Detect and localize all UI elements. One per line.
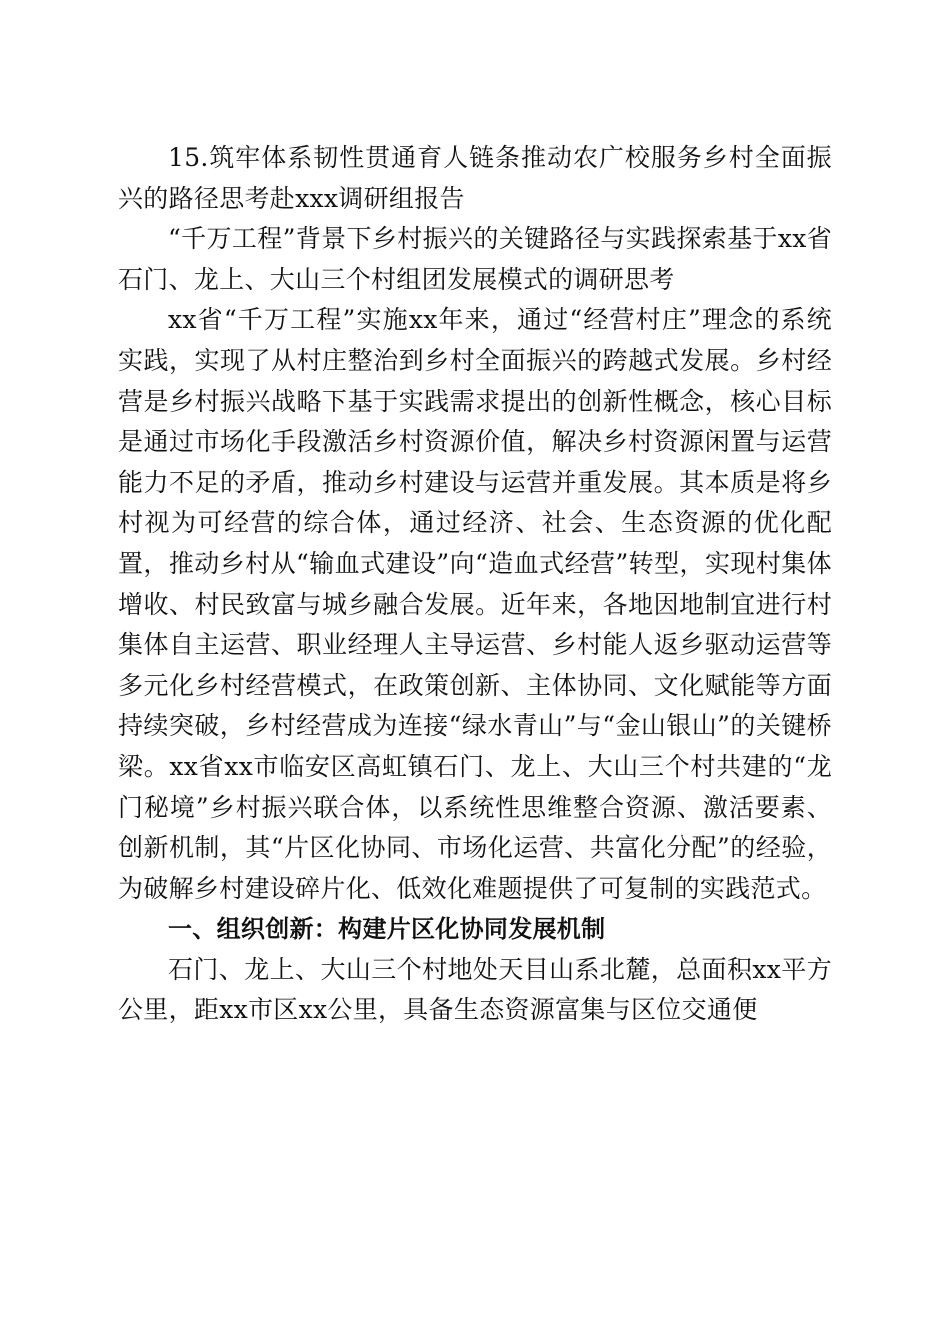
section-heading: 一、组织创新：构建片区化协同发展机制 — [168, 915, 606, 944]
section-paragraph: 石门、龙上、大山三个村地处天目山系北麓，总面积xx平方公里，距xx市区xx公里，具备生态资源富集与区位交通便 — [118, 954, 832, 1025]
title-paragraph: 15.筑牢体系韧性贯通育人链条推动农广校服务乡村全面振兴的路径思考赴xxx调研组报告 — [118, 143, 832, 213]
document-body — [118, 138, 832, 1031]
subtitle-paragraph: “千万工程”背景下乡村振兴的关键路径与实践探索基于xx省石门、龙上、大山三个村组团发展模式的调研思考 — [118, 224, 832, 294]
intro-paragraph: xx省“千万工程”实施xx年来，通过“经营村庄”理念的系统实践，实现了从村庄整治到乡村全面振兴的跨越式发展。乡村经营是乡村振兴战略下基于实践需求提出的创新性概念，核心目标是通过市场化手段激活乡村资源价值，解决乡村资源闲置与运营能力不足的矛盾，推动乡村建设与运营并重发展。其本质是将乡村视为可经营的综合体，通过经济、社会、生态资源的优化配置，推动乡村从“输血式建设”向“造血式经营”转型，实现村集体增收、村民致富与城乡融合发展。近年来，各地因地制宜进行村集体自主运营、职业经理人主导运营、乡村能人返乡驱动运营等多元化乡村经营模式，在政策创新、主体协同、文化赋能等方面持续突破，乡村经营成为连接“绿水青山”与“金山银山”的关键桥梁。xx省xx市临安区高虹镇石门、龙上、大山三个村共建的“龙门秘境”乡村振兴联合体，以系统性思维整合资源、激活要素、创新机制，其“片区化协同、市场化运营、共富化分配”的经验，为破解乡村建设碎片化、低效化难题提供了可复制的实践范式。 — [118, 305, 832, 903]
